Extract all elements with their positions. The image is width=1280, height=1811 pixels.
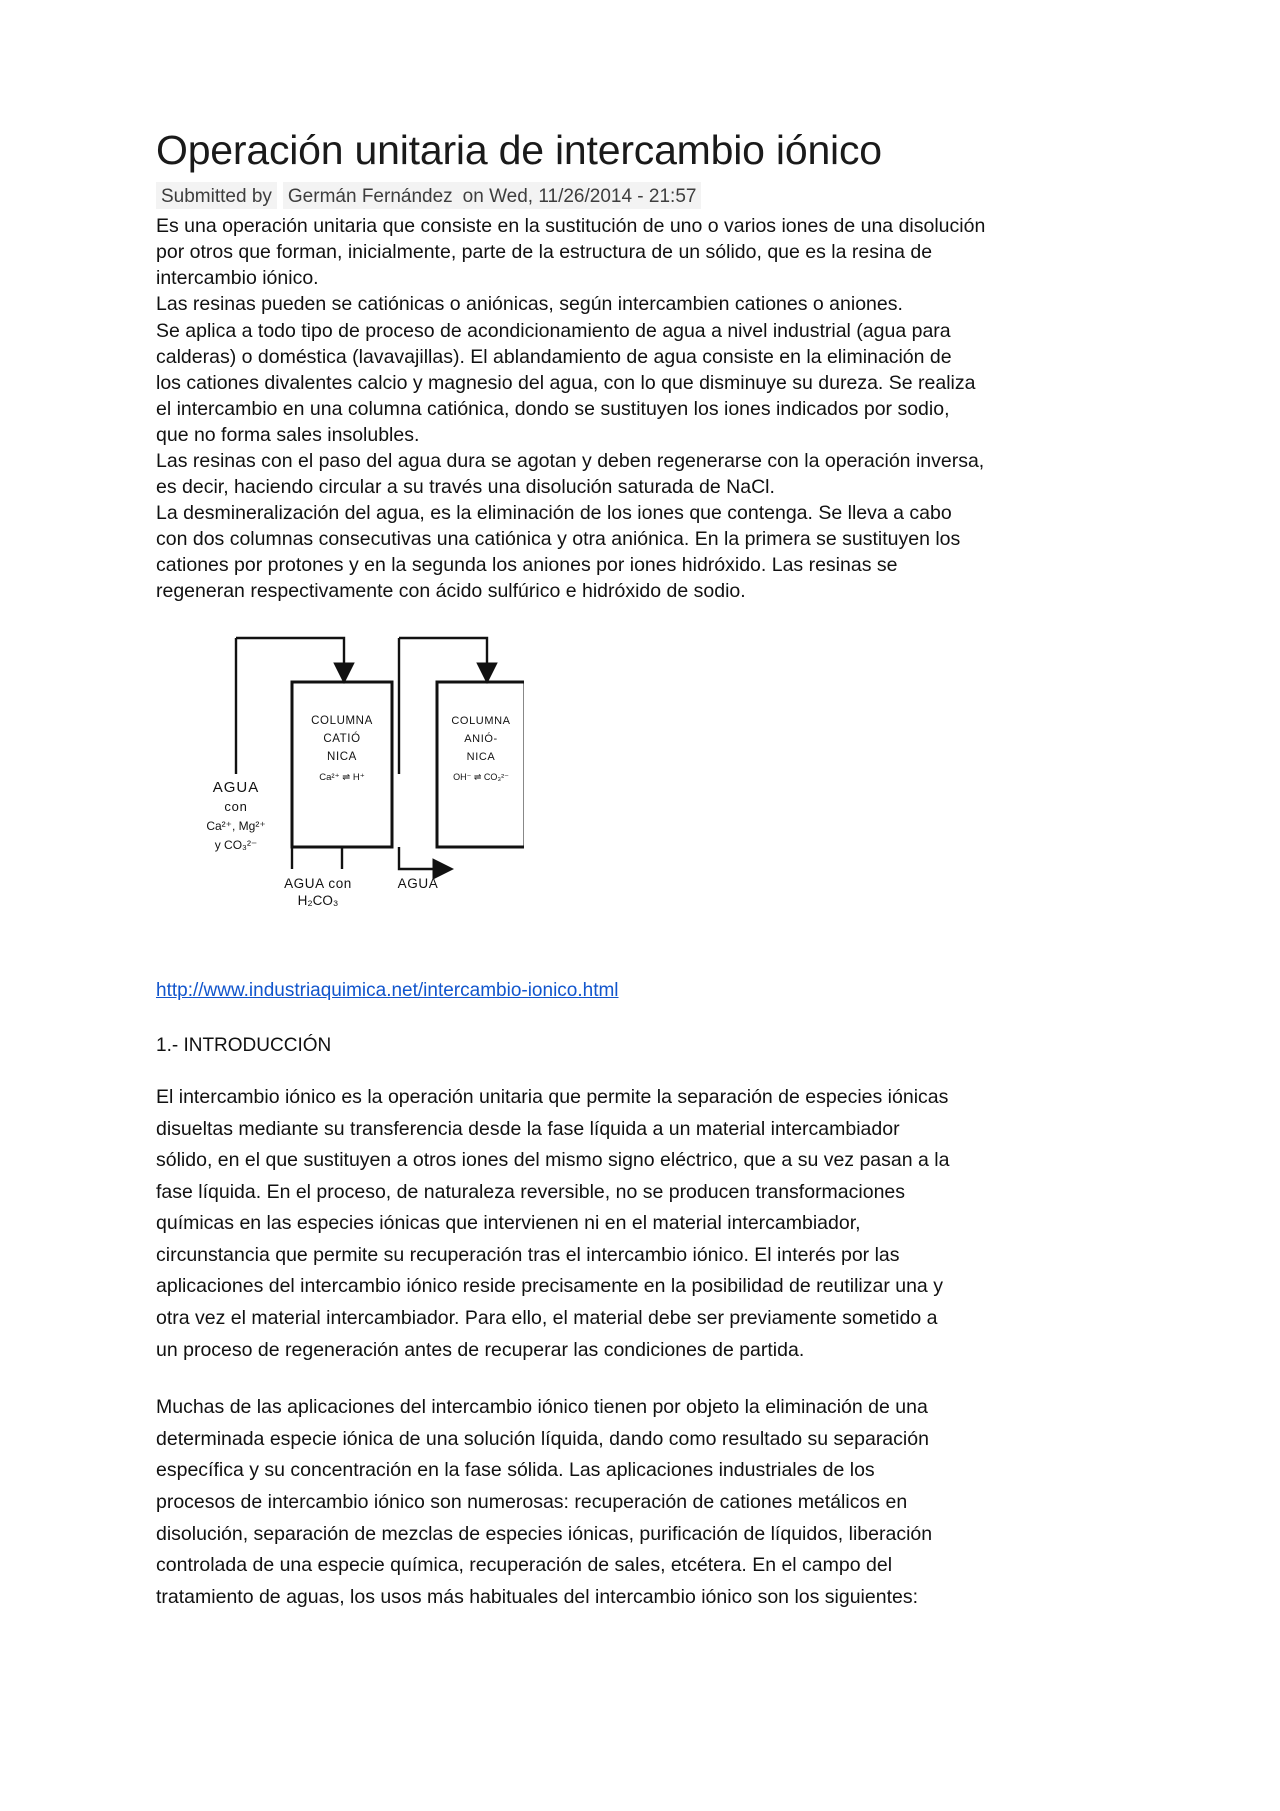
intro-line: cationes por protones y en la segunda los aniones por iones hidróxido. Las resinas se bbox=[156, 553, 898, 576]
column1-line2: CATIÓ bbox=[323, 732, 361, 745]
column2-line3: NICA bbox=[466, 750, 496, 763]
column2-reaction: OH⁻ ⇌ CO₃²⁻ bbox=[453, 771, 509, 782]
intro-line: es decir, haciendo circular a su través una disolución saturada de NaCl. bbox=[156, 475, 775, 498]
intro-line: Las resinas con el paso del agua dura se agotan y deben regenerarse con la operación inversa, bbox=[156, 449, 985, 472]
intro-text-block bbox=[156, 213, 986, 603]
intro-line: calderas) o doméstica (lavavajillas). El ablandamiento de agua consiste en la eliminación de bbox=[156, 345, 952, 368]
byline-author[interactable]: Germán Fernández bbox=[283, 182, 458, 209]
intro-line: que no forma sales insolubles. bbox=[156, 423, 420, 446]
ion-exchange-diagram bbox=[194, 626, 524, 906]
intro-body-paragraph-2: Muchas de las aplicaciones del intercambio iónico tienen por objeto la eliminación de una determinada especie iónica de una solución líquida, dando como resultado su separación específica y su concentración en la fase sólida. Las aplicaciones industriales de los procesos de intercambio iónico son numerosas: recuperación de cationes metálicos en disolución, separación de mezclas de especies iónicas, purificación de líquidos, liberación controlada de una especie química, recuperación de sales, etcétera. En el campo del tratamiento de aguas, los usos más habituales del intercambio iónico son los siguientes: bbox=[156, 1396, 933, 1608]
figure-container bbox=[156, 626, 964, 926]
column2-line1: COLUMNA bbox=[451, 714, 511, 727]
column1-line3: NICA bbox=[327, 750, 357, 763]
page-title: Operación unitaria de intercambio iónico bbox=[156, 127, 882, 173]
intro-line: Las resinas pueden se catiónicas o aniónicas, según intercambien cationes o aniones. bbox=[156, 293, 903, 316]
intro-line: intercambio iónico. bbox=[156, 267, 319, 290]
intro-line: Se aplica a todo tipo de proceso de acondicionamiento de agua a nivel industrial (agua para bbox=[156, 319, 951, 342]
outlet-label: AGUA bbox=[397, 875, 439, 891]
mid-label-line1: AGUA con bbox=[284, 875, 352, 891]
inlet-label-agua: AGUA bbox=[212, 778, 260, 796]
section-heading: 1.- INTRODUCCIÓN bbox=[156, 1035, 332, 1057]
intro-line: Es una operación unitaria que consiste en la sustitución de uno o varios iones de una disolución bbox=[156, 215, 986, 238]
inlet-label-con: con bbox=[224, 798, 248, 814]
inlet-label-cations: Ca²⁺, Mg²⁺ bbox=[206, 818, 266, 833]
intro-line: regeneran respectivamente con ácido sulfúrico e hidróxido de sodio. bbox=[156, 579, 746, 602]
intro-line: con dos columnas consecutivas una catiónica y otra aniónica. En la primera se sustituyen los bbox=[156, 527, 961, 550]
source-link[interactable]: http://www.industriaquimica.net/intercambio-ionico.html bbox=[156, 979, 619, 1001]
byline bbox=[156, 182, 964, 209]
byline-submitted-label: Submitted by bbox=[156, 182, 277, 209]
column1-line1: COLUMNA bbox=[311, 714, 373, 727]
intro-line: por otros que forman, inicialmente, parte de la estructura de un sólido, que es la resina de bbox=[156, 241, 933, 264]
intro-paragraph bbox=[156, 213, 986, 603]
byline-date: on Wed, 11/26/2014 - 21:57 bbox=[458, 182, 702, 209]
document-content bbox=[156, 126, 986, 1613]
intro-body-paragraph-1: El intercambio iónico es la operación unitaria que permite la separación de especies iónicas disueltas mediante su transferencia desde la fase líquida a un material intercambiador sólido, en el que sustituyen a otros iones del mismo signo eléctrico, que a su vez pasan a la fase líquida. En el proceso, de naturaleza reversible, no se producen transformaciones químicas en las especies iónicas que intervienen ni en el material intercambiador, circunstancia que permite su recuperación tras el intercambio iónico. El interés por las aplicaciones del intercambio iónico reside precisamente en la posibilidad de reutilizar una y otra vez el material intercambiador. Para ello, el material debe ser previamente sometido a un proceso de regeneración antes de recuperar las condiciones de partida. bbox=[156, 1085, 950, 1361]
intro-line: el intercambio en una columna catiónica, dondo se sustituyen los iones indicados por sodio, bbox=[156, 397, 950, 420]
intro-line: La desmineralización del agua, es la eliminación de los iones que contenga. Se lleva a cabo bbox=[156, 501, 952, 524]
intro-line: los cationes divalentes calcio y magnesio del agua, con lo que disminuye su dureza. Se realiza bbox=[156, 371, 976, 394]
column1-reaction: Ca²⁺ ⇌ H⁺ bbox=[319, 771, 365, 783]
mid-label-line2: H₂CO₃ bbox=[297, 892, 339, 906]
column2-line2: ANIÓ- bbox=[464, 732, 498, 745]
inlet-label-carbonate: y CO₃²⁻ bbox=[214, 837, 258, 852]
